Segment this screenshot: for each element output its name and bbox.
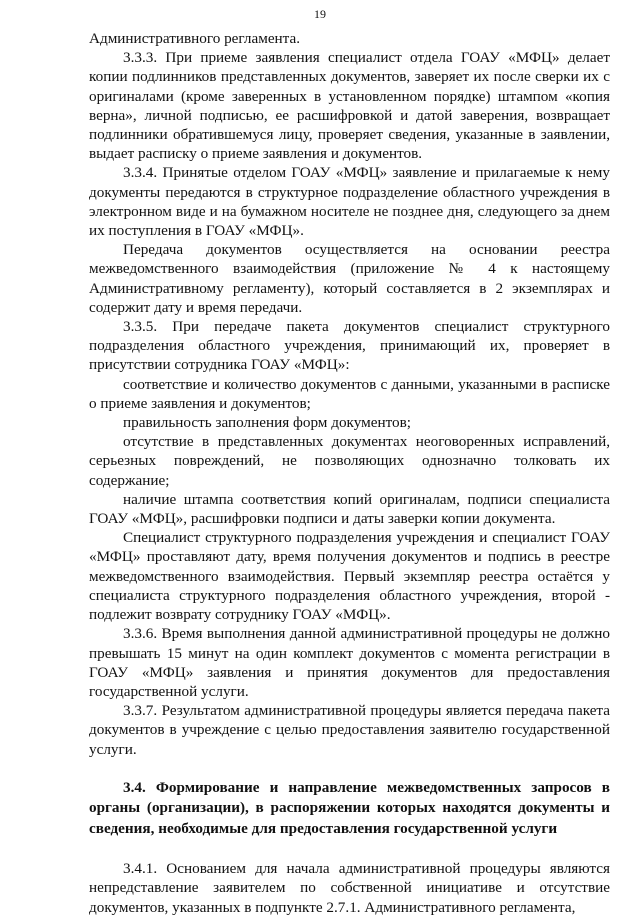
paragraph-continuation: Административного регламента. [89,30,301,47]
section-heading-3-4: 3.4. Формирование и направление межведомственных запросов в органы (организации), в распоряжении которых находятся документы и сведения, необходимые для предоставления государственной услуги [89,778,610,837]
page-number: 19 [314,7,326,21]
list-item-stamp: наличие штампа соответствия копий оригиналам, подписи специалиста ГОАУ «МФЦ», расшифровки подписи и даты заверки копии документа. [89,490,610,528]
paragraph-3-3-6: 3.3.6. Время выполнения данной административной процедуры не должно превышать 15 минут на один комплект документов с момента регистрации в ГОАУ «МФЦ» заявления и принятия документов для предоставления государственной услуги. [89,625,610,700]
paragraph-3-3-7: 3.3.7. Результатом административной процедуры является передача пакета документов в учреждение с целью предоставления заявителю государственной услуги. [89,702,610,758]
paragraph-3-4-1: 3.4.1. Основанием для начала административной процедуры являются непредставление заявителем по собственной инициативе и отсутствие документов, указанных в подпункте 2.7.1. Административного регламента, [89,860,610,916]
paragraph-3-3-5: 3.3.5. При передаче пакета документов специалист структурного подразделения областного учреждения, принимающий их, проверяет в присутствии сотрудника ГОАУ «МФЦ»: [89,318,610,374]
paragraph-3-3-4: 3.3.4. Принятые отделом ГОАУ «МФЦ» заявление и прилагаемые к нему документы передаются в структурное подразделение областного учреждения в электронном виде и на бумажном носителе не позднее дня, следующего за днем их поступления в ГОАУ «МФЦ». [89,164,610,240]
paragraph-transfer-register: Передача документов осуществляется на основании реестра межведомственного взаимодействия (приложение № 4 к настоящему Административному регламенту), который составляется в 2 экземплярах и содержит дату и время передачи. [89,241,610,316]
paragraph-3-3-3: 3.3.3. При приеме заявления специалист отдела ГОАУ «МФЦ» делает копии подлинников представленных документов, заверяет их после сверки их с оригиналами (кроме заверенных в установленном порядке) штампом «копия верна», личной подписью, ее расшифровкой и датой заверения, возвращает подлинники обратившемуся лицу, проверяет сведения, указанные в заявлении, выдает расписку о приеме заявления и документов. [89,49,610,163]
list-item-forms: правильность заполнения форм документов; [123,414,411,432]
list-item-corrections: отсутствие в представленных документах неоговоренных исправлений, серьезных повреждений, не позволяющих однозначно толковать их содержание; [89,433,610,489]
paragraph-specialists-sign: Специалист структурного подразделения учреждения и специалист ГОАУ «МФЦ» проставляют дату, время получения документов и подпись в реестре межведомственного взаимодействия. Первый экземпляр реестра остаётся у специалиста структурного подразделения областного учреждения, второй - подлежит возврату сотруднику ГОАУ «МФЦ». [89,529,610,624]
document-body [89,29,610,917]
list-item-compliance: соответствие и количество документов с данными, указанными в расписке о приеме заявления и документов; [89,375,610,412]
